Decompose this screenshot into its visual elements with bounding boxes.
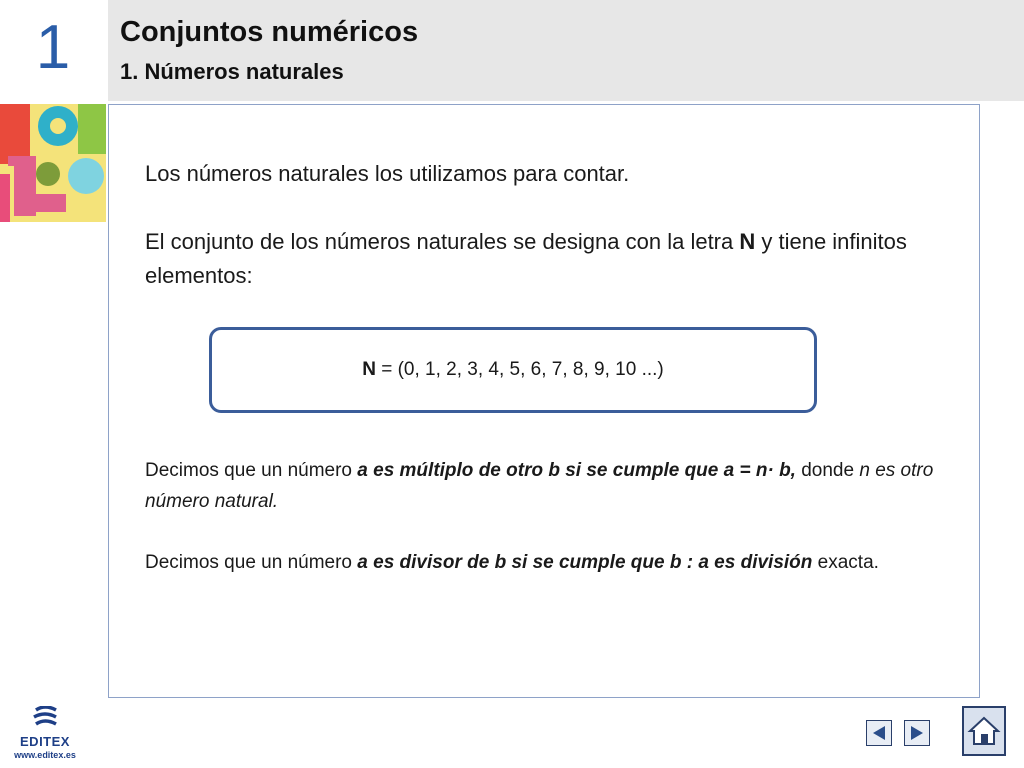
- divisor-emphasis: a es divisor de b si se cumple que b : a es división: [357, 552, 813, 573]
- header-bar: [108, 0, 1024, 101]
- set-definition: = (0, 1, 2, 3, 4, 5, 6, 7, 8, 9, 10 ...): [375, 359, 664, 380]
- set-description-after: y tiene infinitos elementos:: [145, 229, 907, 288]
- multiple-after-italic: n es otro número natural.: [145, 460, 934, 512]
- divisor-definition: [145, 547, 939, 578]
- multiple-definition: [145, 455, 939, 517]
- intro-text: Los números naturales los utilizamos para contar.: [145, 161, 630, 186]
- set-symbol: N: [362, 359, 376, 380]
- editex-logo-icon: [30, 706, 60, 728]
- previous-slide-button[interactable]: [866, 720, 892, 746]
- chapter-number-box: [0, 0, 106, 102]
- home-icon: [967, 714, 1001, 748]
- multiple-after-plain: donde: [795, 460, 860, 481]
- next-slide-button[interactable]: [904, 720, 930, 746]
- chapter-number: 1: [35, 12, 71, 82]
- set-letter: N: [739, 229, 756, 254]
- page-subtitle: 1. Números naturales: [120, 59, 344, 84]
- divisor-after: exacta.: [812, 552, 879, 573]
- editex-logo[interactable]: [6, 706, 84, 764]
- logo-text: EDITEX: [20, 734, 70, 749]
- numbers-thumbnail-image: [0, 104, 106, 222]
- set-description-before: El conjunto de los números naturales se designa con la letra: [145, 229, 740, 254]
- next-arrow-icon: [908, 724, 926, 742]
- numbers-illustration-icon: [0, 104, 106, 222]
- logo-url: www.editex.es: [14, 750, 76, 760]
- multiple-emphasis: a es múltiplo de otro b si se cumple que a = n· b,: [357, 460, 796, 481]
- divisor-before: Decimos que un número: [145, 552, 358, 573]
- natural-set-box: [209, 327, 817, 413]
- page-title: Conjuntos numéricos: [120, 16, 419, 48]
- home-button[interactable]: [962, 706, 1006, 756]
- content-panel: [108, 104, 980, 698]
- multiple-before: Decimos que un número: [145, 460, 358, 481]
- prev-arrow-icon: [870, 724, 888, 742]
- set-description: [145, 225, 955, 293]
